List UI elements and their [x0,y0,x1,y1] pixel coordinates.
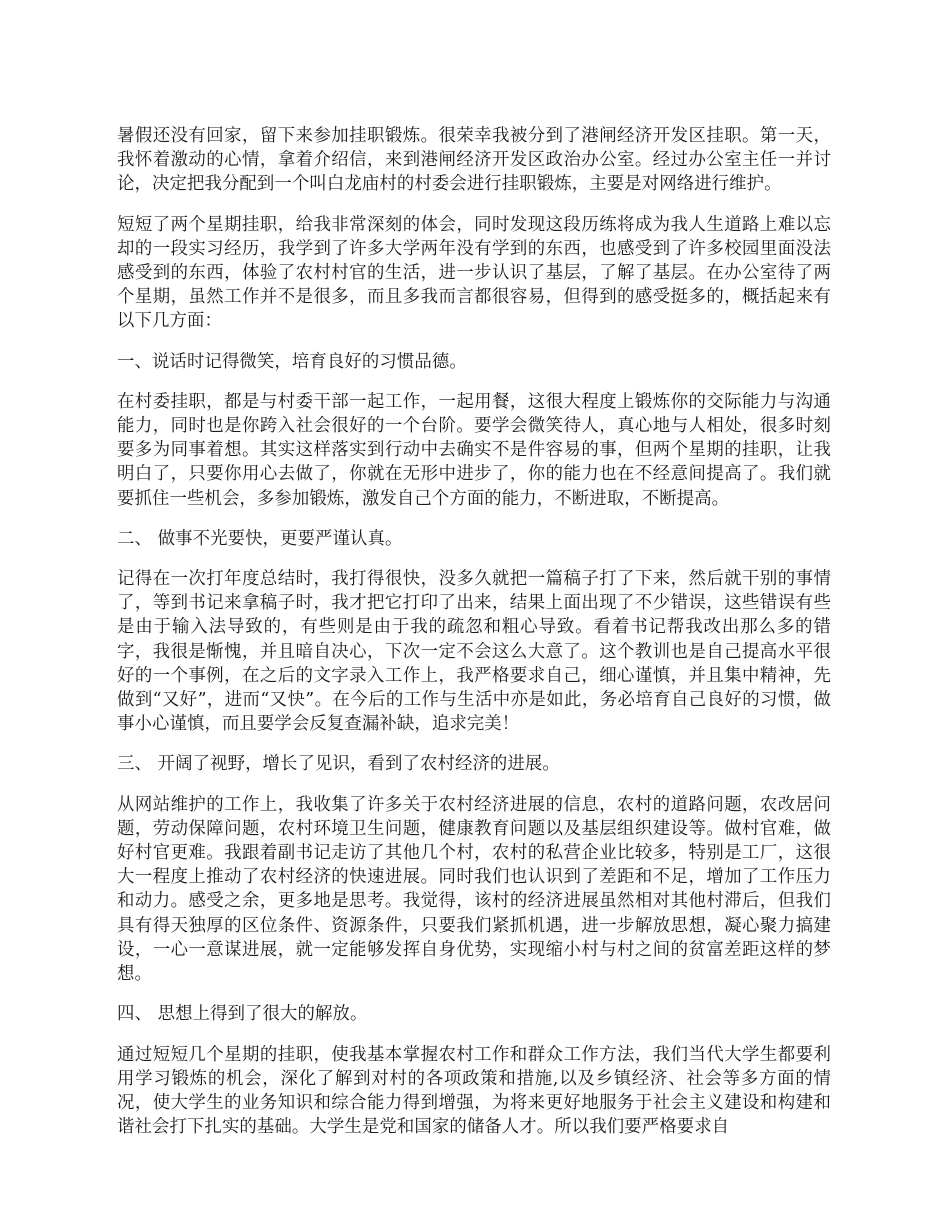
paragraph-section-3: 从网站维护的工作上，我收集了许多关于农村经济进展的信息，农村的道路问题，农改居问题，劳动保障问题，农村环境卫生问题，健康教育问题以及基层组织建设等。做村官难，做好村官更难。我跟着副书记走访了其他几个村，农村的私营企业比较多，特别是工厂，这很大一程度上推动了农村经济的快速进展。同时我们也认识到了差距和不足，增加了工作压力和动力。感受之余，更多地是思考。我觉得，该村的经济进展虽然相对其他村滞后，但我们具有得天独厚的区位条件、资源条件，只要我们紧抓机遇，进一步解放思想，凝心聚力搞建设，一心一意谋进展，就一定能够发挥自身优势，实现缩小村与村之间的贫富差距这样的梦想。 [117,794,831,985]
paragraph-summary: 短短了两个星期挂职，给我非常深刻的体会，同时发现这段历练将成为我人生道路上难以忘却的一段实习经历，我学到了许多大学两年没有学到的东西，也感受到了许多校园里面没法感受到的东西，体验了农村村官的生活，进一步认识了基层，了解了基层。在办公室待了两个星期，虽然工作并不是很多，而且多我而言都很容易，但得到的感受挺多的，概括起来有以下几方面： [117,214,831,332]
section-heading-3: 三、 开阔了视野，增长了见识，看到了农村经济的进展。 [117,754,560,775]
paragraph-section-4: 通过短短几个星期的挂职，使我基本掌握农村工作和群众工作方法，我们当代大学生都要利用学习锻炼的机会，深化了解到对村的各项政策和措施,以及乡镇经济、社会等多方面的情况，使大学生的业务知识和综合能力得到增强，为将来更好地服务于社会主义建设和构建和谐社会打下扎实的基础。大学生是党和国家的储备人才。所以我们要严格要求自 [117,1044,831,1138]
paragraph-section-1: 在村委挂职，都是与村委干部一起工作，一起用餐，这很大程度上锻炼你的交际能力与沟通能力，同时也是你跨入社会很好的一个台阶。要学会微笑待人，真心地与人相处，很多时刻要多为同事着想。其实这样落实到行动中去确实不是件容易的事，但两个星期的挂职，让我明白了，只要你用心去做了，你就在无形中进步了，你的能力也在不经意间提高了。我们就要抓住一些机会，多参加锻炼，激发自己个方面的能力，不断进取，不断提高。 [117,391,831,509]
paragraph-intro: 暑假还没有回家，留下来参加挂职锻炼。很荣幸我被分到了港闸经济开发区挂职。第一天，我怀着激动的心情，拿着介绍信，来到港闸经济开发区政治办公室。经过办公室主任一并讨论，决定把我分配到一个叫白龙庙村的村委会进行挂职锻炼，主要是对网络进行维护。 [117,126,831,195]
section-heading-4: 四、 思想上得到了很大的解放。 [117,1004,368,1025]
paragraph-section-2: 记得在一次打年度总结时，我打得很快，没多久就把一篇稿子打了下来，然后就干别的事情了，等到书记来拿稿子时，我才把它打印了出来，结果上面出现了不少错误，这些错误有些是由于输入法导致的，有些则是由于我的疏忽和粗心导致。看着书记帮我改出那么多的错字，我很是惭愧，并且暗自决心，下次一定不会这么大意了。这个教训也是自己提高水平很好的一个事例，在之后的文字录入工作上，我严格要求自己，细心谨慎，并且集中精神，先做到“又好”，进而“又快”。在今后的工作与生活中亦是如此，务必培育自己良好的习惯，做事小心谨慎，而且要学会反复查漏补缺，追求完美！ [117,569,831,735]
document-body [117,124,831,1155]
section-heading-2: 二、 做事不光要快，更要严谨认真。 [117,528,403,549]
section-heading-1: 一、说话时记得微笑，培育良好的习惯品德。 [117,351,467,372]
